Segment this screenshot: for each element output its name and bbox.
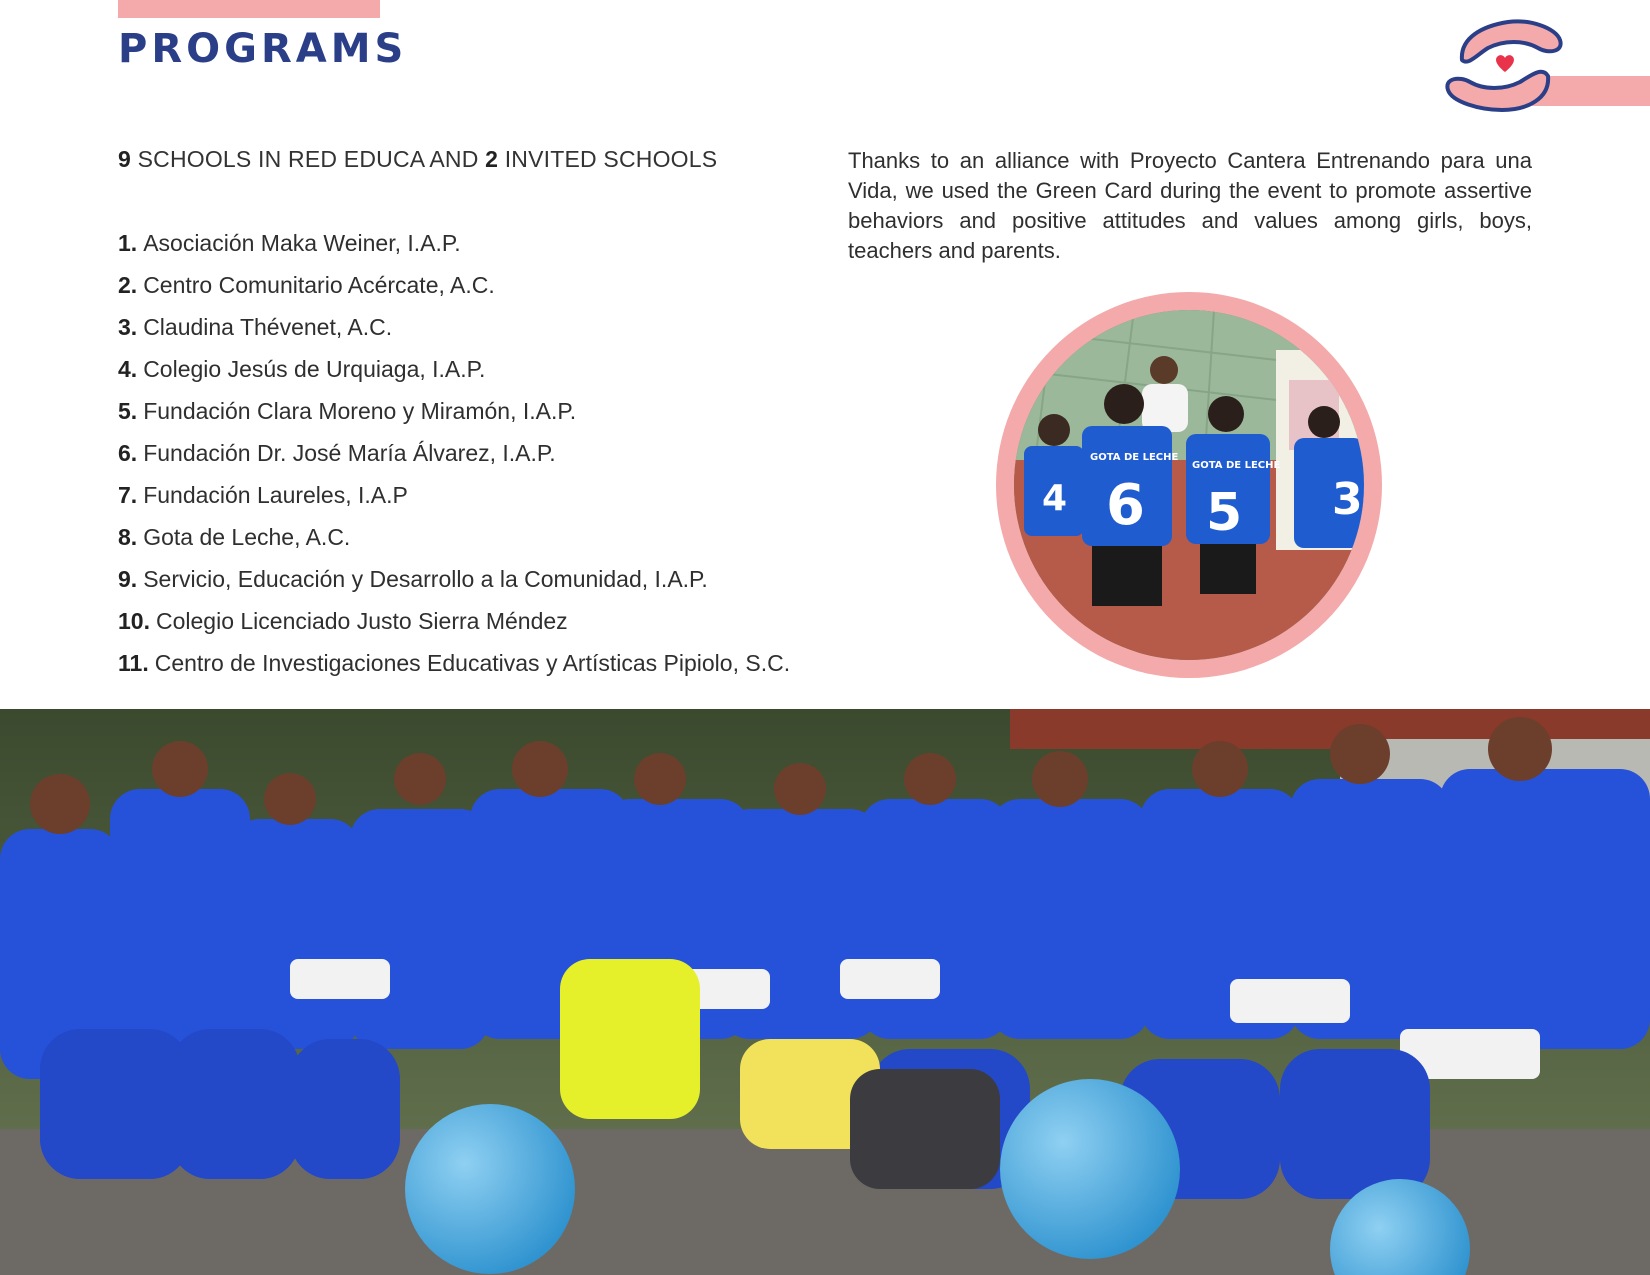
group-photo-illustration — [0, 709, 1650, 1275]
jersey-number-4: 3 — [1332, 474, 1363, 525]
intro-paragraph: Thanks to an alliance with Proyecto Cantera Entrenando para una Vida, we used the Green Card during the event to promote assertive behaviors and positive attitudes and values among girls, boys, teachers and parents. — [848, 148, 1532, 263]
school-name: Colegio Licenciado Justo Sierra Méndez — [155, 608, 568, 634]
list-item — [118, 606, 790, 648]
list-item — [118, 354, 790, 396]
list-item — [118, 270, 790, 312]
list-item — [118, 648, 790, 690]
list-item — [118, 480, 790, 522]
school-name: Fundación Clara Moreno y Miramón, I.A.P. — [143, 398, 577, 424]
list-item — [118, 396, 790, 438]
jersey-text-1: GOTA DE LECHE — [1090, 452, 1179, 463]
school-name: Fundación Laureles, I.A.P — [143, 482, 408, 508]
red-educa-count: 9 — [118, 146, 131, 172]
page-title: PROGRAMS — [118, 26, 408, 72]
list-item — [118, 228, 790, 270]
kids-at-booth-illustration — [1014, 310, 1364, 660]
list-item — [118, 438, 790, 480]
list-number: 7. — [118, 482, 138, 508]
group-photo — [0, 709, 1650, 1275]
jersey-number-1: 4 — [1042, 478, 1068, 519]
school-name: Servicio, Educación y Desarrollo a la Comunidad, I.A.P. — [143, 566, 708, 592]
school-name: Fundación Dr. José María Álvarez, I.A.P. — [143, 440, 556, 466]
school-name: Centro Comunitario Acércate, A.C. — [143, 272, 495, 298]
list-number: 11. — [118, 650, 149, 676]
schools-heading-text-1: SCHOOLS IN RED EDUCA AND — [131, 146, 486, 172]
list-number: 6. — [118, 440, 138, 466]
school-name: Centro de Investigaciones Educativas y Artísticas Pipiolo, S.C. — [154, 650, 791, 676]
school-name: Claudina Thévenet, A.C. — [143, 314, 393, 340]
circular-photo-frame — [996, 292, 1382, 678]
list-number: 1. — [118, 230, 138, 256]
hands-holding-heart-icon — [1438, 14, 1572, 114]
circular-photo — [1014, 310, 1364, 660]
list-item — [118, 522, 790, 564]
school-name: Asociación Maka Weiner, I.A.P. — [143, 230, 461, 256]
top-accent-bar — [118, 0, 380, 18]
list-number: 8. — [118, 524, 138, 550]
list-number: 5. — [118, 398, 138, 424]
school-name: Gota de Leche, A.C. — [143, 524, 351, 550]
jersey-text-2: GOTA DE LECHE — [1192, 460, 1281, 471]
list-item — [118, 564, 790, 606]
schools-heading-text-2: INVITED SCHOOLS — [498, 146, 718, 172]
jersey-number-3: 5 — [1206, 483, 1243, 543]
list-number: 2. — [118, 272, 138, 298]
list-number: 4. — [118, 356, 138, 382]
school-list — [118, 228, 790, 690]
list-number: 10. — [118, 608, 150, 634]
schools-heading — [118, 146, 717, 173]
invited-count: 2 — [485, 146, 499, 172]
list-number: 9. — [118, 566, 138, 592]
jersey-number-2: 6 — [1106, 473, 1145, 538]
list-item — [118, 312, 790, 354]
school-name: Colegio Jesús de Urquiaga, I.A.P. — [143, 356, 486, 382]
list-number: 3. — [118, 314, 138, 340]
